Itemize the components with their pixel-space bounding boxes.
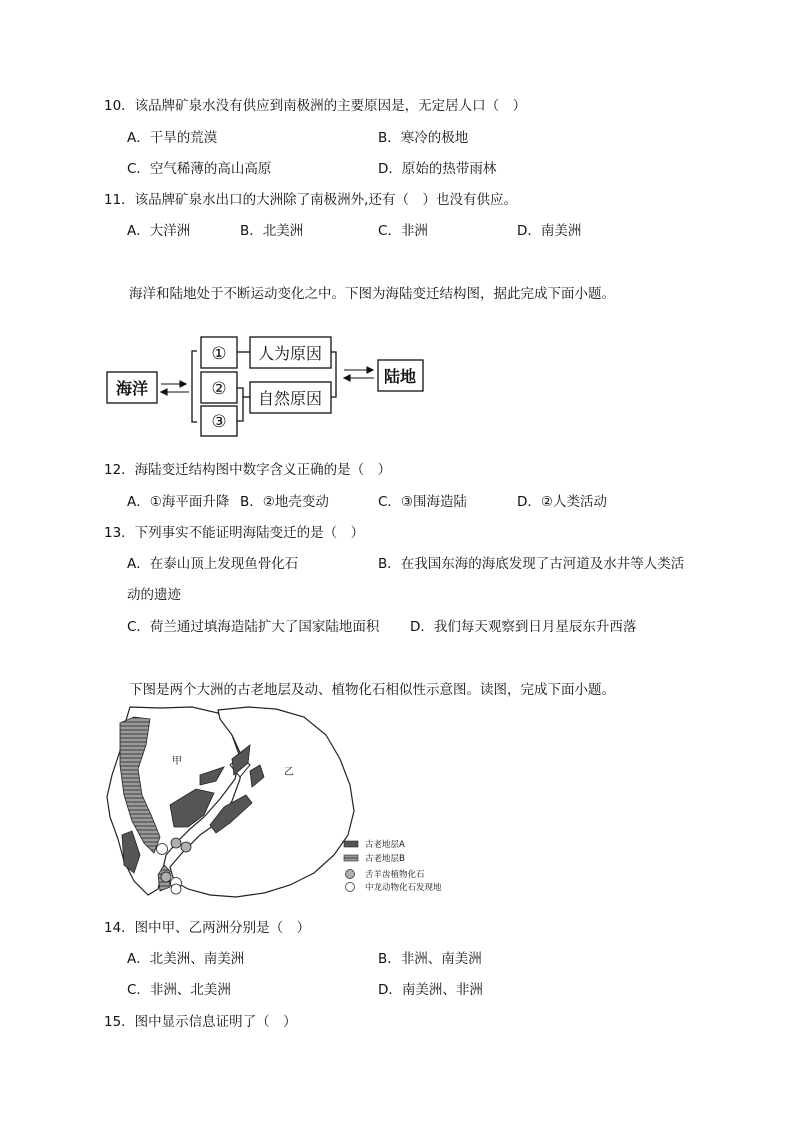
- legend-swatch-plant-fossil: [346, 870, 355, 879]
- intro-paragraph-1: 海洋和陆地处于不断运动变化之中。下图为海陆变迁结构图，据此完成下面小题。: [129, 286, 615, 302]
- legend-label-stratum-a: 古老地层A: [365, 840, 405, 850]
- q14-option-a: A．北美洲、南美洲: [127, 951, 245, 967]
- q11-option-a: A．大洋洲: [127, 223, 191, 239]
- q14-option-d: D．南美洲、非洲: [378, 982, 483, 998]
- continent-fossil-map: [100, 705, 460, 905]
- legend-label-animal-fossil: 中龙动物化石发现地: [365, 883, 442, 893]
- q12-option-b: B．②地壳变动: [240, 494, 329, 510]
- q13-option-a: A．在泰山顶上发现鱼骨化石: [127, 556, 299, 572]
- q14-stem: 14．图中甲、乙两洲分别是（ ）: [104, 920, 311, 936]
- plant-fossil-2: [181, 842, 191, 852]
- q10-option-d: D．原始的热带雨林: [378, 161, 497, 177]
- q13-option-b-continued: 动的遗迹: [127, 587, 181, 603]
- q12-option-c: C．③围海造陆: [378, 494, 468, 510]
- q12-stem: 12．海陆变迁结构图中数字含义正确的是（ ）: [104, 462, 392, 478]
- q10-stem: 10．该品牌矿泉水没有供应到南极洲的主要原因是，无定居人口（ ）: [104, 98, 527, 114]
- q11-option-b: B．北美洲: [240, 223, 304, 239]
- q13-option-d: D．我们每天观察到日月星辰东升西落: [410, 619, 637, 635]
- q13-option-b: B．在我国东海的海底发现了古河道及水井等人类活: [378, 556, 685, 572]
- legend-label-stratum-b: 古老地层B: [365, 854, 405, 864]
- natural-cause-label: 自然原因: [257, 389, 323, 408]
- q12-option-a: A．①海平面升降: [127, 494, 230, 510]
- q15-stem: 15．图中显示信息证明了（ ）: [104, 1014, 297, 1030]
- animal-fossil-3: [171, 884, 181, 894]
- q10-option-a: A．干旱的荒漠: [127, 130, 218, 146]
- ocean-label: 海洋: [115, 379, 149, 398]
- plant-fossil-1: [171, 838, 181, 848]
- plant-fossil-3: [161, 872, 171, 882]
- number-1: ①: [211, 344, 227, 364]
- q11-option-c: C．非洲: [378, 223, 428, 239]
- q14-option-c: C．非洲、北美洲: [127, 982, 231, 998]
- human-cause-label: 人为原因: [257, 344, 323, 363]
- number-2: ②: [211, 379, 227, 399]
- q11-stem: 11．该品牌矿泉水出口的大洲除了南极洲外,还有（ ）也没有供应。: [104, 192, 517, 208]
- legend-swatch-stratum-b: [344, 855, 358, 861]
- q13-stem: 13．下列事实不能证明海陆变迁的是（ ）: [104, 525, 365, 541]
- label-jia: 甲: [172, 756, 182, 767]
- q10-option-b: B．寒冷的极地: [378, 130, 469, 146]
- intro-paragraph-2: 下图是两个大洲的古老地层及动、植物化石相似性示意图。读图，完成下面小题。: [129, 682, 615, 698]
- label-yi: 乙: [284, 767, 294, 778]
- q14-option-b: B．非洲、南美洲: [378, 951, 482, 967]
- legend-swatch-animal-fossil: [346, 883, 355, 892]
- q13-option-c: C．荷兰通过填海造陆扩大了国家陆地面积: [127, 619, 380, 635]
- number-3: ③: [211, 412, 227, 432]
- q10-option-c: C．空气稀薄的高山高原: [127, 161, 272, 177]
- land-label: 陆地: [383, 367, 417, 386]
- legend-swatch-stratum-a: [344, 841, 358, 847]
- legend-label-plant-fossil: 舌羊齿植物化石: [365, 870, 425, 880]
- q11-option-d: D．南美洲: [517, 223, 582, 239]
- animal-fossil-1: [157, 844, 168, 855]
- sea-land-change-diagram: [100, 330, 440, 442]
- q12-option-d: D．②人类活动: [517, 494, 607, 510]
